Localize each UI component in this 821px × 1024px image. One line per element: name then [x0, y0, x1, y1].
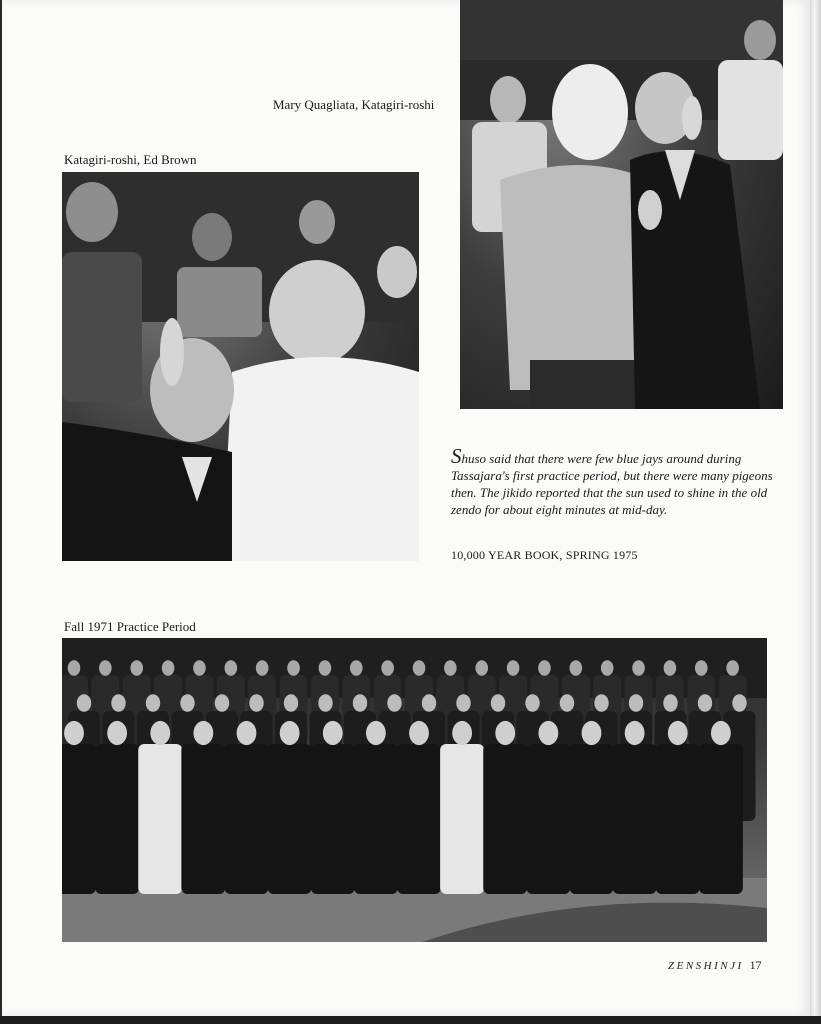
person-body: [268, 744, 312, 894]
person-head: [413, 660, 426, 675]
person-head: [99, 660, 112, 675]
magazine-page: [2, 0, 810, 1016]
person-head: [225, 660, 238, 675]
caption-top-left: Katagiri-roshi, Ed Brown: [64, 152, 197, 167]
person-head: [111, 694, 125, 712]
person-head: [570, 660, 583, 675]
photo-mary-quagliata-katagiri-roshi: [460, 0, 783, 409]
photo-figures: [62, 172, 419, 561]
page-edge: [810, 0, 821, 1024]
person-head: [507, 660, 520, 675]
person-head: [280, 721, 300, 745]
person-head: [409, 721, 429, 745]
person-body: [613, 744, 657, 894]
person-body: [397, 744, 441, 894]
person-head: [711, 721, 731, 745]
person-head: [732, 694, 746, 712]
person-body: [656, 744, 700, 894]
person-head: [381, 660, 394, 675]
person-body: [311, 744, 355, 894]
person-head: [107, 721, 127, 745]
person-head: [150, 721, 170, 745]
person-body: [483, 744, 527, 894]
caption-bottom: Fall 1971 Practice Period: [64, 619, 196, 634]
person-body: [570, 744, 614, 894]
person-head: [215, 694, 229, 712]
person-body: [225, 744, 269, 894]
person-head: [193, 660, 206, 675]
pull-quote: [451, 444, 777, 518]
person-body: [440, 744, 484, 894]
person-head: [237, 721, 257, 745]
photo-fall-1971-practice-period: [62, 638, 767, 942]
person-head: [538, 721, 558, 745]
photo-figures: [460, 0, 783, 409]
person-head: [625, 721, 645, 745]
person-head: [601, 660, 614, 675]
person-head: [146, 694, 160, 712]
person-head: [318, 694, 332, 712]
person-head: [353, 694, 367, 712]
person-head: [582, 721, 602, 745]
person-head: [68, 660, 81, 675]
pull-quote-dropcap: S: [451, 444, 462, 468]
person-head: [193, 721, 213, 745]
person-head: [444, 660, 457, 675]
person-head: [387, 694, 401, 712]
person-body: [354, 744, 398, 894]
person-head: [452, 721, 472, 745]
page-bottom-edge: [0, 1016, 821, 1024]
person-head: [456, 694, 470, 712]
person-head: [475, 660, 488, 675]
person-body: [699, 744, 743, 894]
person-head: [180, 694, 194, 712]
person-head: [594, 694, 608, 712]
person-head: [668, 721, 688, 745]
folio: [668, 958, 762, 973]
page-number: 17: [749, 958, 762, 972]
person-head: [130, 660, 143, 675]
person-head: [350, 660, 363, 675]
person-head: [284, 694, 298, 712]
publication-name: ZENSHINJI: [668, 960, 744, 972]
caption-top-right: Mary Quagliata, Katagiri-roshi: [273, 97, 435, 112]
person-head: [663, 694, 677, 712]
person-head: [726, 660, 739, 675]
person-body: [95, 744, 139, 894]
person-head: [491, 694, 505, 712]
person-head: [256, 660, 269, 675]
person-head: [319, 660, 332, 675]
person-head: [323, 721, 343, 745]
person-head: [525, 694, 539, 712]
person-body: [526, 744, 570, 894]
person-body: [62, 744, 96, 894]
person-head: [422, 694, 436, 712]
person-head: [77, 694, 91, 712]
person-head: [287, 660, 300, 675]
person-head: [366, 721, 386, 745]
person-head: [249, 694, 263, 712]
quote-source: 10,000 YEAR BOOK, SPRING 1975: [451, 548, 638, 562]
crowd: [62, 660, 756, 894]
person-head: [64, 721, 84, 745]
person-body: [138, 744, 182, 894]
person-body: [181, 744, 225, 894]
person-head: [162, 660, 175, 675]
person-head: [560, 694, 574, 712]
person-head: [538, 660, 551, 675]
photo-group: [62, 638, 767, 942]
person-head: [664, 660, 677, 675]
person-head: [632, 660, 645, 675]
pull-quote-body: huso said that there were few blue jays around during Tassajara's first practice period, but there were many pigeons then. The jikido reported that the sun used to shine in the old zendo for about eight minutes at mid-day.: [451, 451, 773, 517]
person-head: [495, 721, 515, 745]
person-head: [698, 694, 712, 712]
photo-katagiri-roshi-ed-brown: [62, 172, 419, 561]
person-head: [629, 694, 643, 712]
person-head: [695, 660, 708, 675]
